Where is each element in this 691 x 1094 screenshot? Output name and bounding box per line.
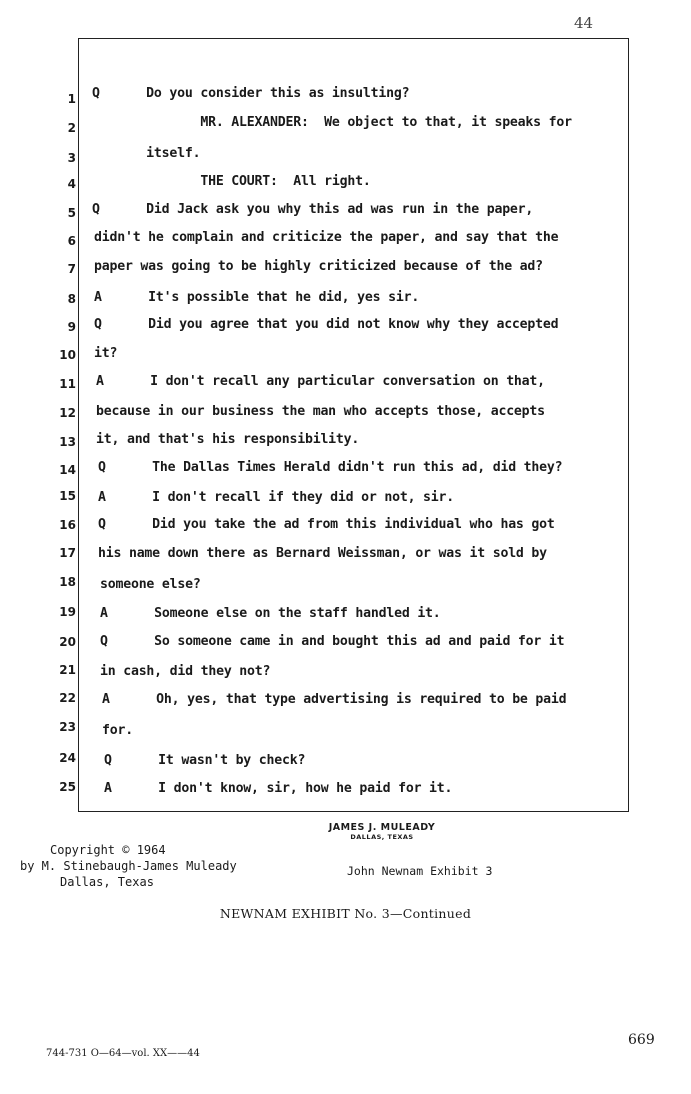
transcript-line: MR. ALEXANDER: We object to that, it speaks for — [92, 115, 572, 130]
transcript-line: Q Did you take the ad from this individual who has got — [98, 517, 555, 532]
transcript-line: for. — [102, 723, 133, 738]
line-number: 25 — [59, 780, 76, 794]
print-code: 744-731 O—64—vol. XX——44 — [46, 1048, 200, 1059]
transcript-line: Q The Dallas Times Herald didn't run this ad, did they? — [98, 460, 563, 475]
page-number-bottom: 669 — [628, 1032, 655, 1048]
transcript-line: it? — [94, 346, 118, 361]
transcript-line: Q Did Jack ask you why this ad was run in the paper, — [92, 202, 534, 217]
line-number: 4 — [67, 177, 76, 191]
line-number: 13 — [59, 435, 76, 449]
transcript-line: someone else? — [100, 577, 201, 592]
line-number: 20 — [59, 635, 76, 649]
transcript-line: Q Do you consider this as insulting? — [92, 86, 410, 101]
transcript-line: A I don't recall any particular conversation on that, — [96, 374, 545, 389]
line-number: 7 — [67, 262, 76, 276]
transcript-line: Q Did you agree that you did not know why they accepted — [94, 317, 559, 332]
line-number: 6 — [67, 234, 76, 248]
transcript-line: paper was going to be highly criticized because of the ad? — [94, 259, 543, 274]
transcript-line: Q So someone came in and bought this ad and paid for it — [100, 634, 565, 649]
transcript-line: it, and that's his responsibility. — [96, 432, 360, 447]
transcript-line: THE COURT: All right. — [92, 174, 371, 189]
line-number: 18 — [59, 575, 76, 589]
transcript-line: didn't he complain and criticize the paper, and say that the — [94, 230, 559, 245]
transcript-line: A I don't know, sir, how he paid for it. — [104, 781, 453, 796]
transcript-line: Q It wasn't by check? — [104, 753, 306, 768]
line-number: 8 — [67, 292, 76, 306]
copyright-line: Copyright © 1964 — [50, 843, 166, 857]
line-number: 12 — [59, 406, 76, 420]
line-number: 9 — [67, 320, 76, 334]
reporter-name: JAMES J. MULEADY — [328, 822, 436, 833]
line-number: 14 — [59, 463, 76, 477]
transcript-line: itself. — [92, 146, 201, 161]
line-number: 21 — [59, 663, 76, 677]
exhibit-label: John Newnam Exhibit 3 — [347, 864, 493, 878]
transcript-line: A Someone else on the staff handled it. — [100, 606, 441, 621]
line-number: 15 — [59, 489, 76, 503]
line-number: 16 — [59, 518, 76, 532]
transcript-line: because in our business the man who accepts those, accepts — [96, 404, 545, 419]
transcript-line: A Oh, yes, that type advertising is required to be paid — [102, 692, 567, 707]
page-number-top: 44 — [574, 14, 594, 32]
line-number: 19 — [59, 605, 76, 619]
reporter-city: DALLAS, TEXAS — [350, 833, 414, 841]
transcript-line: A It's possible that he did, yes sir. — [94, 290, 420, 305]
line-number: 1 — [67, 92, 76, 106]
line-number: 23 — [59, 720, 76, 734]
transcript-line: his name down there as Bernard Weissman, or was it sold by — [98, 546, 547, 561]
line-number: 2 — [67, 121, 76, 135]
line-number: 5 — [67, 206, 76, 220]
copyright-notice — [20, 842, 237, 890]
copyright-line: Dallas, Texas — [60, 875, 154, 889]
line-number: 3 — [67, 151, 76, 165]
transcript-line: in cash, did they not? — [100, 664, 271, 679]
reporter-stamp — [322, 822, 442, 841]
line-number: 24 — [59, 751, 76, 765]
line-number: 11 — [59, 377, 76, 391]
line-number: 22 — [59, 691, 76, 705]
line-number: 17 — [59, 546, 76, 560]
line-number: 10 — [59, 348, 76, 362]
exhibit-caption: NEWNAM EXHIBIT No. 3—Continued — [219, 906, 472, 921]
transcript-line: A I don't recall if they did or not, sir. — [98, 490, 455, 505]
copyright-line: by M. Stinebaugh-James Muleady — [20, 859, 237, 873]
